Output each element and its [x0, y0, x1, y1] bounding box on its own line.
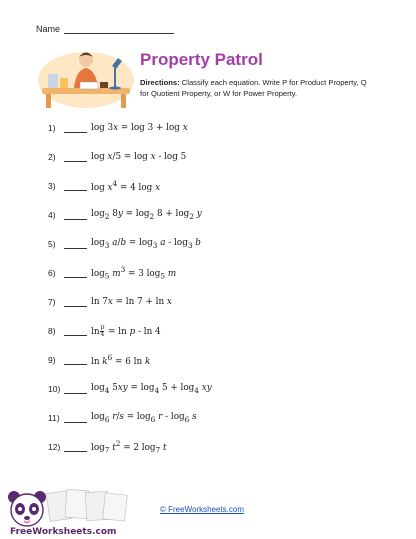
problem-number: 4)	[48, 210, 56, 220]
equation: $\log_3 a/b = \log_3 a - \log_3 b$	[91, 238, 201, 250]
name-field	[36, 24, 174, 34]
problem-9	[48, 352, 150, 368]
problem-8	[48, 323, 161, 339]
problem-number: 7)	[48, 297, 56, 307]
equation: $\log_4 5xy = \log_4 5 + \log_4$ xy	[91, 383, 212, 395]
footer-copyright-link[interactable]: © FreeWorksheets.com	[160, 505, 244, 514]
problem-12	[48, 439, 167, 455]
answer-blank[interactable]	[64, 384, 87, 394]
answer-blank[interactable]	[64, 297, 87, 307]
problem-number: 5)	[48, 239, 56, 249]
directions-text: Classify each equation. Write P for Product Property, Q for Quotient Property, or W for Power Property.	[140, 78, 367, 98]
problem-number: 8)	[48, 326, 56, 336]
equation: $\log_6 r/s = \log_6 r - \log_6 s$	[91, 412, 197, 424]
answer-blank[interactable]	[64, 355, 87, 365]
problem-number: 2)	[48, 152, 56, 162]
logo-wordmark: FreeWorksheets.com	[10, 527, 117, 536]
answer-blank[interactable]	[64, 210, 87, 220]
worksheet-title: Property Patrol	[140, 50, 263, 69]
problem-number: 10)	[48, 384, 61, 394]
problem-number: 6)	[48, 268, 56, 278]
answer-blank[interactable]	[64, 442, 87, 452]
equation: $\log_2 8y = \log_2 8 + \log_2 y$	[91, 209, 202, 221]
problem-6	[48, 265, 176, 281]
equation: log x/5 = log x - log 5	[91, 152, 187, 162]
equation: ln 7x = ln 7 + ln x	[91, 297, 172, 307]
answer-blank[interactable]	[64, 181, 87, 191]
equation: log 3x = log 3 + log x	[91, 123, 188, 133]
problem-11	[48, 410, 197, 426]
equation: $\log_7 t^2 = 2$ $\log_7 t$	[91, 439, 167, 455]
problem-number: 3)	[48, 181, 56, 191]
problem-2	[48, 149, 186, 165]
directions	[140, 77, 372, 99]
problem-number: 12)	[48, 442, 61, 452]
equation: $\log_5 m^3 = 3$ $\log_5 m$	[91, 265, 177, 281]
student-studying-illustration	[36, 44, 136, 110]
name-label: Name	[36, 24, 61, 34]
name-blank-line[interactable]	[64, 24, 174, 34]
freeworksheets-panda-logo	[4, 488, 140, 536]
problem-5	[48, 236, 201, 252]
answer-blank[interactable]	[64, 239, 87, 249]
problem-1	[48, 120, 188, 136]
problem-number: 9)	[48, 355, 56, 365]
problem-3	[48, 178, 160, 194]
directions-label: Directions:	[140, 78, 180, 87]
answer-blank[interactable]	[64, 413, 87, 423]
answer-blank[interactable]	[64, 123, 87, 133]
equation: $\ln k^6 = 6$ ln k	[91, 353, 151, 367]
problem-number: 11)	[48, 413, 60, 423]
answer-blank[interactable]	[64, 152, 87, 162]
problem-4	[48, 207, 202, 223]
answer-blank[interactable]	[64, 326, 87, 336]
equation: $\ln\frac{p}{4}$ = ln p - ln 4	[91, 323, 161, 338]
answer-blank[interactable]	[64, 268, 87, 278]
problem-7	[48, 294, 172, 310]
problem-10	[48, 381, 212, 397]
problem-number: 1)	[48, 123, 56, 133]
equation: $\log x^4 = 4$ log x	[91, 179, 161, 193]
